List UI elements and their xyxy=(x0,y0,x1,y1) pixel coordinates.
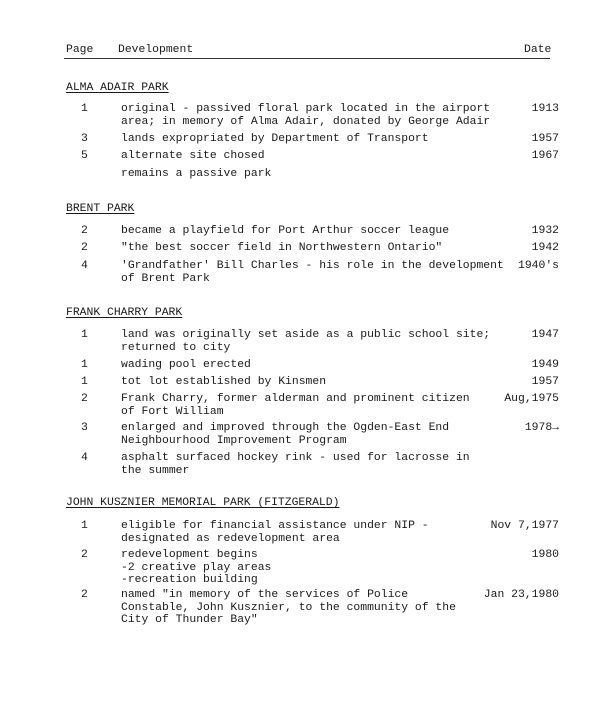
page-number: 1 xyxy=(81,103,88,115)
page-number: 1 xyxy=(81,520,88,532)
development-text: 'Grandfather' Bill Charles - his role in the development of Brent Park xyxy=(121,260,504,285)
development-text: Frank Charry, former alderman and prominent citizen of Fort William xyxy=(121,393,470,418)
development-date: 1957 xyxy=(531,133,559,145)
section-title-frank-charry: FRANK CHARRY PARK xyxy=(66,307,183,319)
page-number: 1 xyxy=(81,376,88,388)
development-date: 1949 xyxy=(531,359,559,371)
development-text: original - passived floral park located in the airport area; in memory of Alma Adair, donated by George Adair xyxy=(121,103,491,128)
development-date: 1913 xyxy=(531,103,559,115)
development-date: Jan 23,1980 xyxy=(483,589,559,601)
page-number: 2 xyxy=(81,393,88,405)
section-title-alma-adair: ALMA ADAIR PARK xyxy=(66,82,169,94)
page-number: 2 xyxy=(81,549,88,561)
development-text: enlarged and improved through the Ogden-East End Neighbourhood Improvement Program xyxy=(121,422,450,447)
page-number: 2 xyxy=(81,589,88,601)
header-page-label: Page xyxy=(66,44,94,56)
section-title-john-kusznier: JOHN KUSZNIER MEMORIAL PARK (FITZGERALD) xyxy=(66,497,340,509)
development-date: 1942 xyxy=(531,242,559,254)
development-date: Aug,1975 xyxy=(504,393,559,405)
development-text: eligible for financial assistance under NIP - designated as redevelopment area xyxy=(121,520,429,545)
header-development-label: Development xyxy=(118,44,194,56)
page-number: 3 xyxy=(81,133,88,145)
development-date: Nov 7,1977 xyxy=(490,520,559,532)
page-number: 4 xyxy=(81,452,88,464)
development-date: 1967 xyxy=(531,150,559,162)
development-text: named "in memory of the services of Police Constable, John Kusznier, to the community of the City of Thunder Bay" xyxy=(121,589,456,627)
page-number: 2 xyxy=(81,225,88,237)
development-date: 1980 xyxy=(531,549,559,561)
development-text: tot lot established by Kinsmen xyxy=(121,376,327,388)
development-text: "the best soccer field in Northwestern Ontario" xyxy=(121,242,443,254)
page-number: 4 xyxy=(81,260,88,272)
development-text: lands expropriated by Department of Transport xyxy=(121,133,429,145)
page-number: 5 xyxy=(81,150,88,162)
section-title-brent: BRENT PARK xyxy=(66,203,135,215)
development-date: 1940's xyxy=(517,260,559,272)
development-text: asphalt surfaced hockey rink - used for lacrosse in the summer xyxy=(121,452,470,477)
development-date: 1947 xyxy=(531,329,559,341)
page-number: 3 xyxy=(81,422,88,434)
header-divider xyxy=(64,58,550,59)
page-number: 2 xyxy=(81,242,88,254)
page-number: 1 xyxy=(81,329,88,341)
development-date: 1932 xyxy=(531,225,559,237)
development-text: land was originally set aside as a public school site; returned to city xyxy=(121,329,491,354)
development-text: redevelopment begins -2 creative play areas -recreation building xyxy=(121,549,272,587)
development-text: remains a passive park xyxy=(121,168,272,180)
header-date-label: Date xyxy=(524,44,552,56)
development-text: became a playfield for Port Arthur soccer league xyxy=(121,225,450,237)
page-number: 1 xyxy=(81,359,88,371)
development-text: alternate site chosed xyxy=(121,150,265,162)
development-text: wading pool erected xyxy=(121,359,251,371)
development-date: 1957 xyxy=(531,376,559,388)
development-date: 1978→ xyxy=(524,422,559,434)
